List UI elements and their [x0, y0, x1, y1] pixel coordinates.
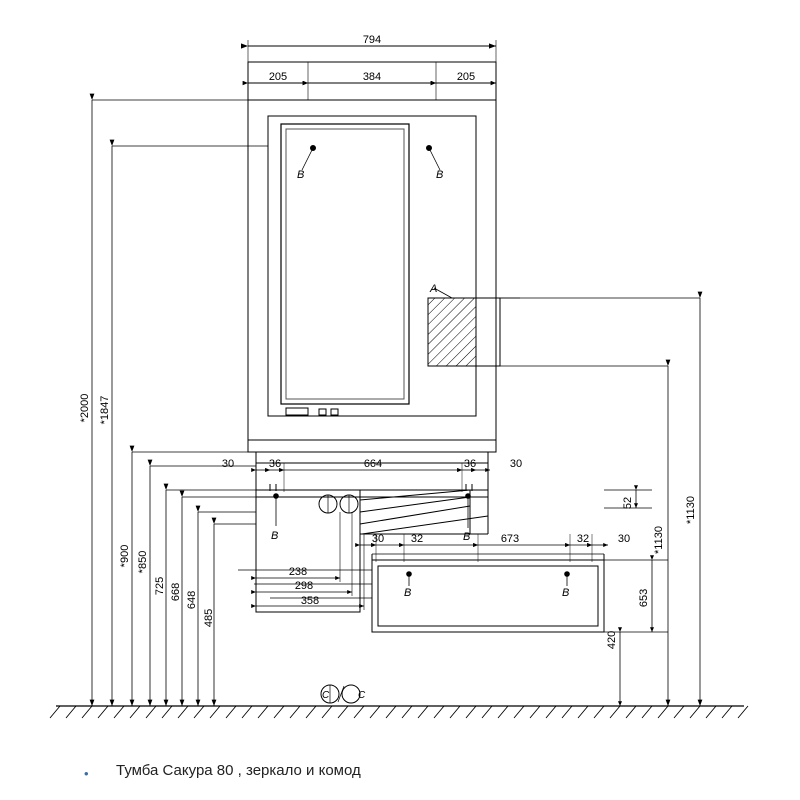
dim-358: 358: [300, 595, 320, 607]
dim-2000: *2000: [79, 393, 91, 423]
dim-left-205: 205: [268, 71, 288, 83]
callout-b-1: В: [297, 169, 305, 181]
dim-low-32-left: 32: [410, 533, 424, 545]
dim-1130-outer: *1130: [685, 496, 697, 524]
dim-center-384: 384: [362, 71, 382, 83]
callout-b-3: В: [271, 530, 279, 542]
bullet-icon: •: [84, 766, 89, 781]
dim-1847: *1847: [99, 395, 111, 425]
dim-653: 653: [638, 588, 650, 608]
dim-mid-30-right: 30: [509, 458, 523, 470]
callout-b-2: В: [436, 169, 444, 181]
callout-c-left: С: [322, 690, 330, 701]
dim-850: *850: [137, 550, 149, 574]
dim-low-673: 673: [500, 533, 520, 545]
dim-238: 238: [288, 566, 308, 578]
dim-low-30-left: 30: [371, 533, 385, 545]
dim-low-30-right: 30: [617, 533, 631, 545]
callout-b-5: В: [404, 587, 412, 599]
dim-668: 668: [170, 582, 182, 602]
dim-420: 420: [606, 630, 618, 650]
dim-725: 725: [154, 576, 166, 596]
dim-mid-30-left: 30: [221, 458, 235, 470]
dim-mid-36-right: 36: [463, 458, 477, 470]
dim-648: 648: [186, 590, 198, 610]
dim-1130-inner: *1130: [653, 526, 665, 554]
dim-298: 298: [294, 580, 314, 592]
dim-900: *900: [119, 544, 131, 568]
dim-52: 52: [622, 496, 634, 510]
callout-b-6: В: [562, 587, 570, 599]
dim-overall-794: 794: [362, 34, 382, 46]
callout-a: А: [430, 283, 438, 295]
dim-mid-36-left: 36: [268, 458, 282, 470]
callout-c-right: С: [358, 690, 366, 701]
dim-right-205: 205: [456, 71, 476, 83]
dim-485: 485: [203, 608, 215, 628]
caption-text: Тумба Сакура 80 , зеркало и комод: [116, 762, 361, 779]
dim-mid-664: 664: [363, 458, 383, 470]
dim-low-32-right: 32: [576, 533, 590, 545]
callout-b-4: В: [463, 531, 471, 543]
